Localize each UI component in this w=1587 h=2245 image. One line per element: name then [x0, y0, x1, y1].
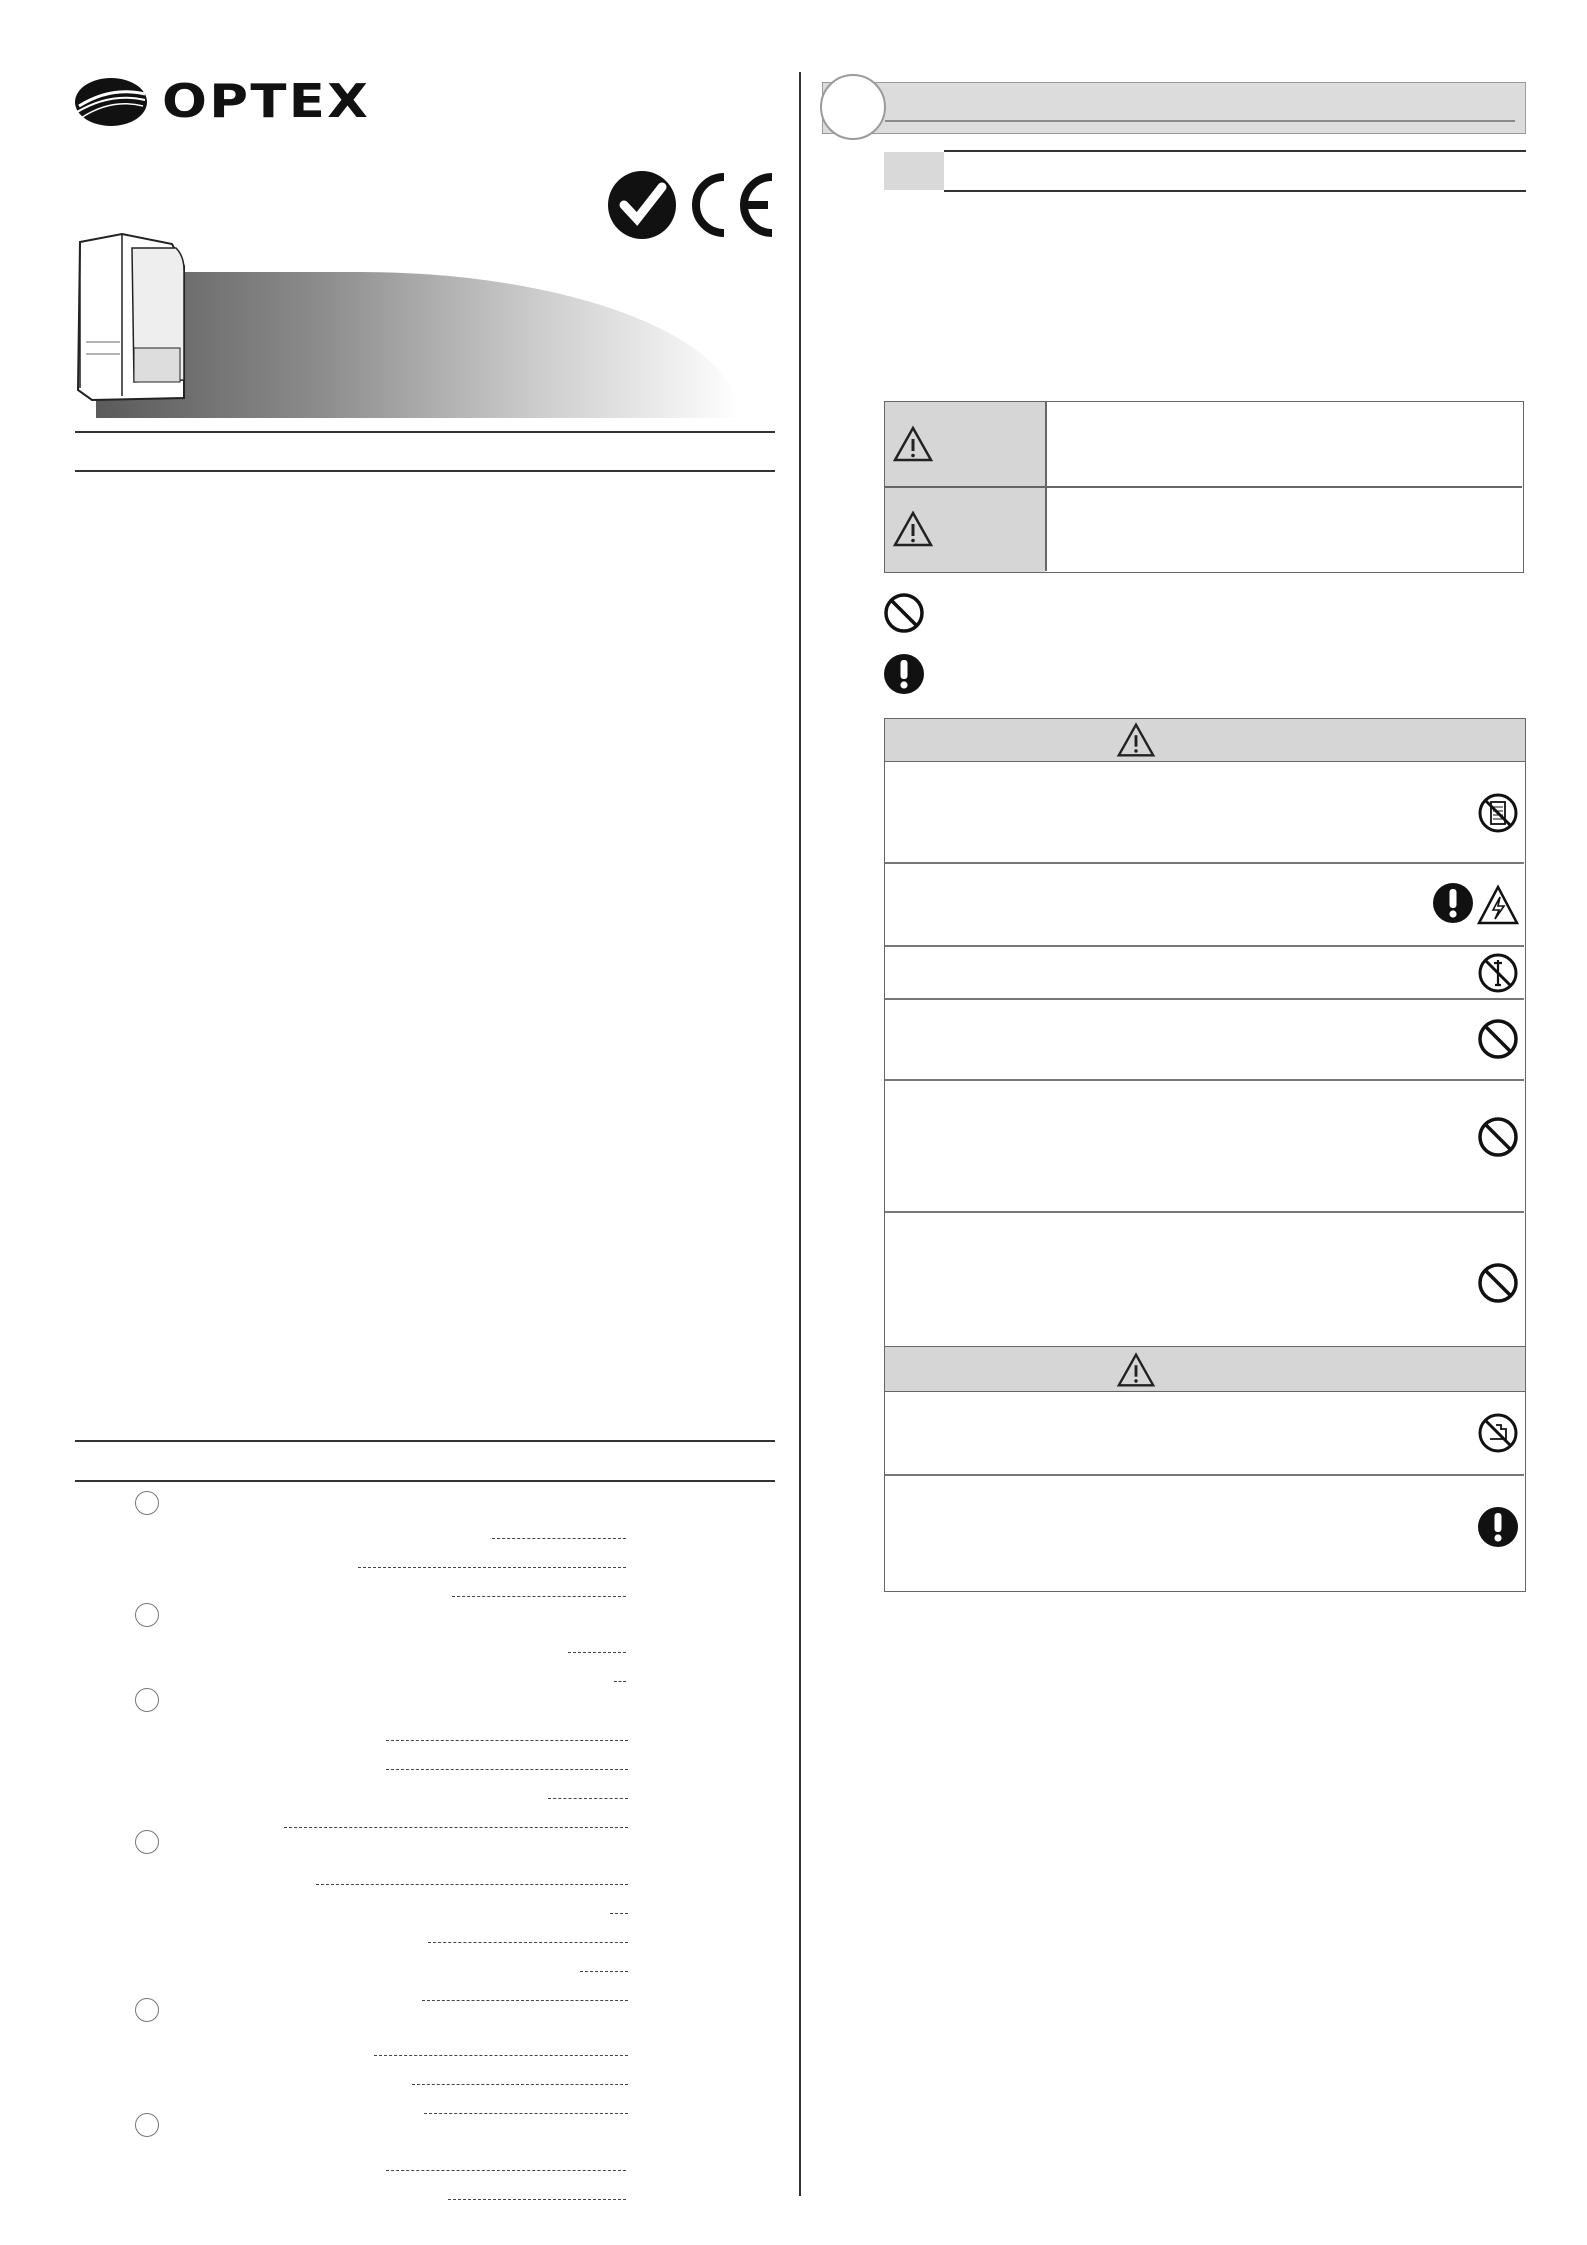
- row-divider: [885, 945, 1524, 947]
- contents-leader: [448, 2199, 626, 2200]
- contents-leader: [316, 1884, 628, 1885]
- title-rule-bottom: [75, 470, 775, 472]
- prohibition-icon: [1476, 1261, 1520, 1305]
- contents-section-marker: [135, 1688, 159, 1712]
- exclamation-icon: [1476, 1505, 1520, 1549]
- sensor-product-illustration: [72, 230, 197, 405]
- warning-triangle-icon: [891, 507, 935, 551]
- contents-section-marker: [135, 1830, 159, 1854]
- subsection-rule-bottom: [944, 190, 1526, 192]
- contents-leader: [428, 1942, 628, 1943]
- contents-leader: [386, 1769, 628, 1770]
- contents-leader: [386, 2170, 626, 2171]
- contents-section-marker: [135, 2113, 159, 2137]
- row-divider: [885, 1474, 1524, 1476]
- no-water-icon: [1476, 791, 1520, 835]
- contents-leader: [412, 2084, 628, 2085]
- certification-marks-icon: [604, 165, 780, 245]
- warning-triangle-icon: [1115, 1349, 1157, 1391]
- contents-section-marker: [135, 1491, 159, 1515]
- warning-triangle-icon: [1115, 719, 1157, 761]
- subsection-rule-top: [944, 150, 1526, 152]
- contents-section-marker: [135, 1603, 159, 1627]
- warning-triangle-icon: [891, 422, 935, 466]
- no-wet-hands-icon: [1476, 1411, 1520, 1455]
- contents-leader: [386, 1740, 628, 1741]
- contents-leader: [568, 1652, 626, 1653]
- prohibition-icon: [882, 591, 926, 635]
- column-divider: [799, 72, 801, 2196]
- prohibition-icon: [1476, 1115, 1520, 1159]
- prohibition-icon: [1476, 1017, 1520, 1061]
- legend-row-divider: [885, 486, 1522, 488]
- contents-rule-top: [75, 1440, 775, 1442]
- exclamation-icon: [1431, 881, 1475, 925]
- row-divider: [885, 1211, 1524, 1213]
- exclamation-icon: [882, 652, 926, 696]
- no-disassemble-icon: [1476, 951, 1520, 995]
- contents-leader: [358, 1567, 626, 1568]
- contents-section-marker: [135, 1998, 159, 2022]
- contents-leader: [492, 1538, 626, 1539]
- contents-leader: [452, 1596, 626, 1597]
- contents-leader: [580, 1971, 628, 1972]
- warning-header: [884, 718, 1526, 762]
- contents-leader: [424, 2113, 628, 2114]
- signal-word-legend: [884, 401, 1524, 573]
- brand-wordmark: OPTEX: [162, 74, 371, 128]
- electric-shock-icon: [1476, 883, 1520, 927]
- section-heading-underline: [885, 120, 1515, 122]
- contents-leader: [610, 1913, 628, 1914]
- row-divider: [885, 862, 1524, 864]
- section-number-circle: [820, 74, 886, 140]
- contents-leader: [614, 1681, 626, 1682]
- caution-header: [884, 1346, 1526, 1392]
- safety-precautions-table: [884, 718, 1526, 1592]
- row-divider: [885, 998, 1524, 1000]
- section-heading-bar: [822, 82, 1526, 134]
- contents-leader: [374, 2055, 628, 2056]
- row-divider: [885, 1079, 1524, 1081]
- subsection-number-box: [884, 152, 944, 190]
- contents-leader: [422, 2000, 628, 2001]
- contents-leader: [284, 1827, 628, 1828]
- contents-rule-bottom: [75, 1480, 775, 1482]
- contents-leader: [548, 1798, 628, 1799]
- title-rule-top: [75, 431, 775, 433]
